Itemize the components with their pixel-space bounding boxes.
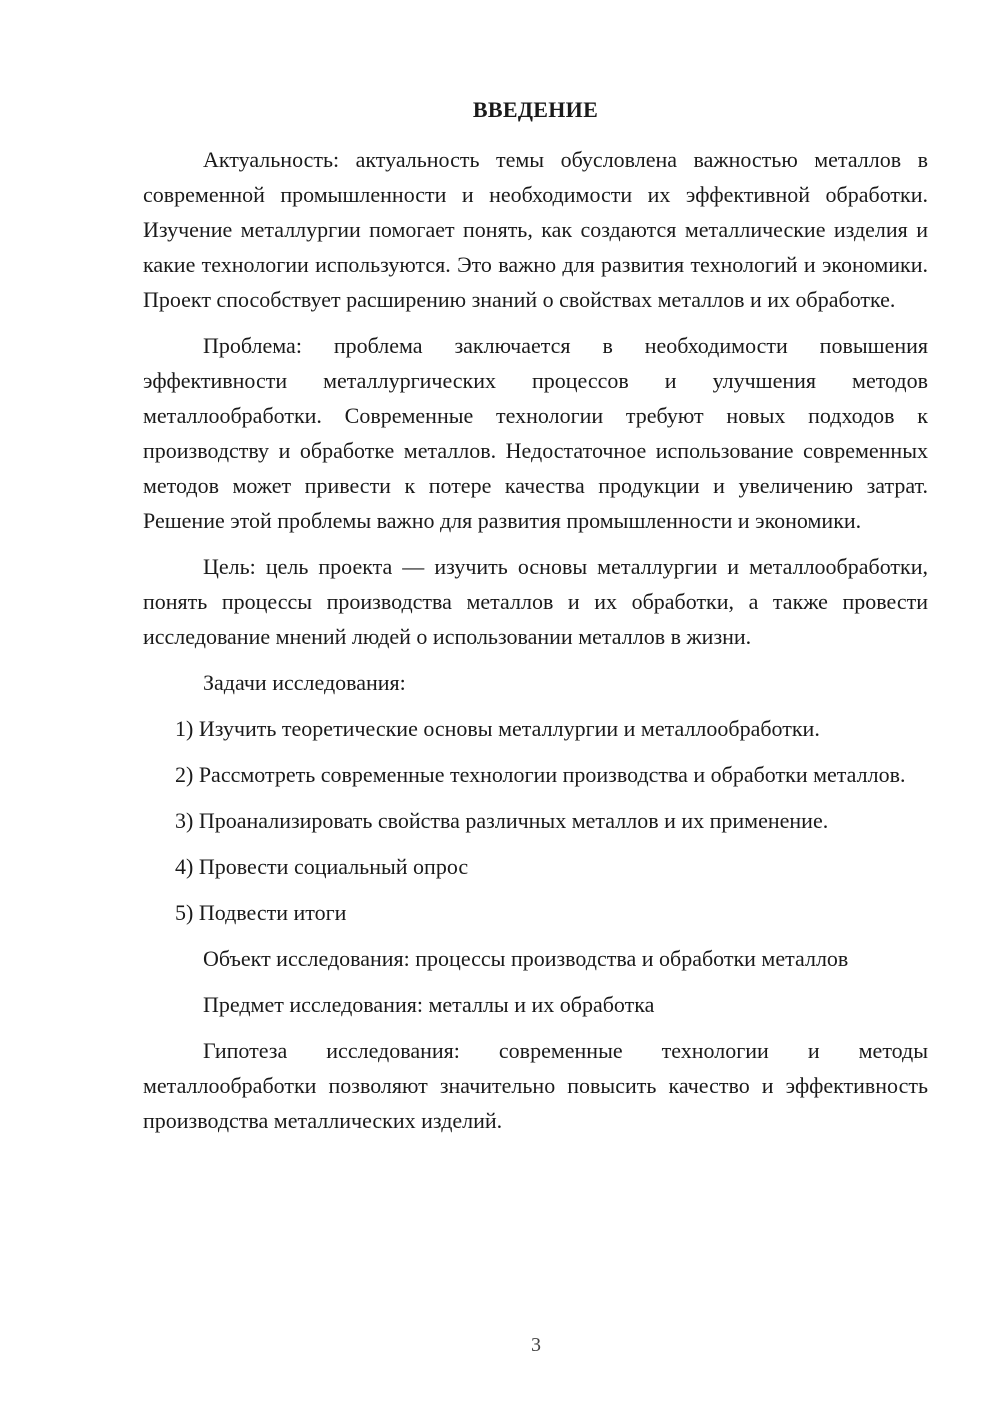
task-item-3: 3) Проанализировать свойства различных металлов и их применение.	[175, 808, 829, 833]
task-item-4: 4) Провести социальный опрос	[175, 854, 469, 879]
object-paragraph: Объект исследования: процессы производства и обработки металлов	[203, 946, 849, 971]
tasks-heading: Задачи исследования:	[203, 670, 406, 695]
goal-paragraph: Цель: цель проекта — изучить основы металлургии и металлообработки, понять процессы производства металлов и их обработки, а также провести исследование мнений людей о использовании металлов в жизни.	[143, 554, 928, 649]
relevance-paragraph: Актуальность: актуальность темы обусловлена важностью металлов в современной промышленности и необходимости их эффективной обработки. Изучение металлургии помогает понять, как создаются металлические изделия и какие технологии используются. Это важно для развития технологий и экономики. Проект способствует расширению знаний о свойствах металлов и их обработке.	[143, 147, 928, 312]
hypothesis-paragraph: Гипотеза исследования: современные технологии и методы металлообработки позволяют значительно повысить качество и эффективность производства металлических изделий.	[143, 1038, 928, 1133]
section-title: ВВЕДЕНИЕ	[472, 97, 599, 122]
task-item-2: 2) Рассмотреть современные технологии производства и обработки металлов.	[175, 762, 906, 787]
page-number: 3	[531, 1334, 541, 1356]
problem-paragraph: Проблема: проблема заключается в необходимости повышения эффективности металлургических процессов и улучшения методов металлообработки. Современные технологии требуют новых подходов к производству и обработке металлов. Недостаточное использование современных методов может привести к потере качества продукции и увеличению затрат. Решение этой проблемы важно для развития промышленности и экономики.	[143, 333, 928, 533]
document-page	[143, 94, 928, 1149]
task-item-1: 1) Изучить теоретические основы металлургии и металлообработки.	[175, 716, 820, 741]
task-item-5: 5) Подвести итоги	[175, 900, 347, 925]
subject-paragraph: Предмет исследования: металлы и их обработка	[203, 992, 655, 1017]
